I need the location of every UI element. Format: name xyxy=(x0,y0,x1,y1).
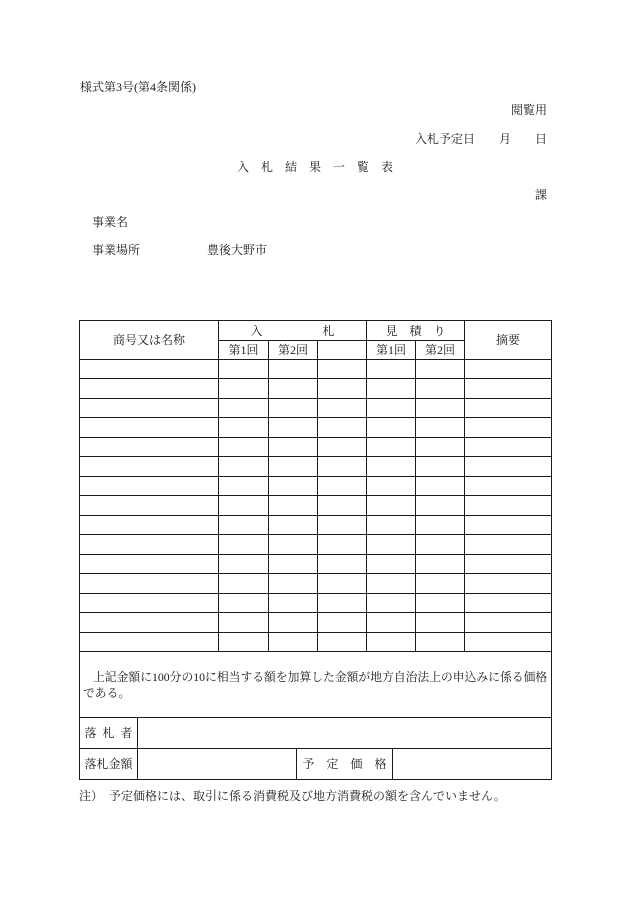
bid-round-2-cell xyxy=(269,555,318,574)
estimate-round-1-cell xyxy=(367,496,416,516)
bid-round-1-cell xyxy=(219,574,269,594)
bid-round-3-cell xyxy=(318,457,367,477)
estimate-round-2-cell xyxy=(416,574,465,594)
remarks-cell xyxy=(465,535,552,555)
table-row xyxy=(80,477,552,496)
estimate-round-1-cell xyxy=(367,457,416,477)
project-location-value: 豊後大野市 xyxy=(207,243,268,257)
winning-amount-row xyxy=(80,749,552,780)
header-row xyxy=(80,321,552,341)
estimate-round-2-cell xyxy=(416,594,465,613)
bid-round-2-cell xyxy=(269,399,318,418)
estimate-round-1-cell xyxy=(367,535,416,555)
bid-round-3-cell xyxy=(318,496,367,516)
winning-bidder-row xyxy=(80,718,552,749)
bid-round-3-cell xyxy=(318,516,367,535)
bid-round-1-cell xyxy=(219,613,269,633)
estimate-round-2-cell xyxy=(416,535,465,555)
estimate-round-1-cell xyxy=(367,438,416,457)
bid-round-2-cell xyxy=(269,438,318,457)
scheduled-bid-date: 入札予定日 月 日 xyxy=(414,132,547,146)
bid-header: 入 札 xyxy=(219,321,367,341)
company-cell xyxy=(80,418,219,438)
company-cell xyxy=(80,594,219,613)
company-cell xyxy=(80,457,219,477)
company-cell xyxy=(80,574,219,594)
bid-round-2-cell xyxy=(269,379,318,399)
company-cell xyxy=(80,516,219,535)
bid-round-2-cell xyxy=(269,360,318,379)
remarks-header: 摘要 xyxy=(465,321,552,360)
table-row xyxy=(80,633,552,652)
estimate-header: 見 積 り xyxy=(367,321,465,341)
bid-round-1-cell xyxy=(219,477,269,496)
estimate-round-1-cell xyxy=(367,360,416,379)
bid-round-2-cell xyxy=(269,594,318,613)
estimate-round-2-cell xyxy=(416,555,465,574)
project-name-label: 事業名 xyxy=(92,215,129,229)
table-row xyxy=(80,594,552,613)
bid-round-1-cell xyxy=(219,594,269,613)
bid-round-2-cell xyxy=(269,516,318,535)
bid-round-2-cell xyxy=(269,633,318,652)
bid-round-1-cell xyxy=(219,399,269,418)
bid-round-2-cell xyxy=(269,457,318,477)
remarks-cell xyxy=(465,379,552,399)
company-cell xyxy=(80,633,219,652)
estimate-round-2-cell xyxy=(416,633,465,652)
estimate-round-2-cell xyxy=(416,477,465,496)
remarks-cell xyxy=(465,594,552,613)
bid-results-table xyxy=(79,320,552,652)
bid-round-1-cell xyxy=(219,379,269,399)
table-row xyxy=(80,399,552,418)
estimate-round-1-cell xyxy=(367,633,416,652)
company-cell xyxy=(80,379,219,399)
estimate-round-2-cell xyxy=(416,613,465,633)
estimate-round-1-header: 第1回 xyxy=(367,341,416,360)
company-cell xyxy=(80,477,219,496)
table-row xyxy=(80,516,552,535)
bid-round-2-cell xyxy=(269,418,318,438)
bid-round-1-cell xyxy=(219,438,269,457)
estimate-round-1-cell xyxy=(367,555,416,574)
bid-round-1-cell xyxy=(219,535,269,555)
table-row xyxy=(80,438,552,457)
bid-round-2-cell xyxy=(269,535,318,555)
bid-round-3-cell xyxy=(318,438,367,457)
company-cell xyxy=(80,496,219,516)
company-cell xyxy=(80,613,219,633)
bid-round-1-header: 第1回 xyxy=(219,341,269,360)
bid-round-1-cell xyxy=(219,516,269,535)
estimate-round-2-cell xyxy=(416,379,465,399)
company-cell xyxy=(80,535,219,555)
company-cell xyxy=(80,399,219,418)
remarks-cell xyxy=(465,633,552,652)
estimate-round-2-cell xyxy=(416,516,465,535)
bid-round-1-cell xyxy=(219,418,269,438)
company-cell xyxy=(80,438,219,457)
company-cell xyxy=(80,360,219,379)
bid-round-1-cell xyxy=(219,633,269,652)
bid-round-3-cell xyxy=(318,594,367,613)
bid-round-3-cell xyxy=(318,360,367,379)
estimate-round-1-cell xyxy=(367,574,416,594)
company-name-header: 商号又は名称 xyxy=(80,321,219,360)
estimate-round-1-cell xyxy=(367,477,416,496)
results-sheet xyxy=(79,320,552,780)
remarks-cell xyxy=(465,457,552,477)
table-row xyxy=(80,535,552,555)
remarks-cell xyxy=(465,574,552,594)
bid-round-1-cell xyxy=(219,496,269,516)
table-row xyxy=(80,457,552,477)
bid-round-3-cell xyxy=(318,477,367,496)
award-table xyxy=(79,652,552,780)
table-row xyxy=(80,613,552,633)
table-row xyxy=(80,418,552,438)
winning-bidder-label: 落 札 者 xyxy=(80,718,138,749)
form-number: 様式第3号(第4条関係) xyxy=(80,80,196,94)
bid-round-1-cell xyxy=(219,360,269,379)
document-title: 入 札 結 果 一 覧 表 xyxy=(236,160,393,174)
remarks-cell xyxy=(465,477,552,496)
bid-round-2-cell xyxy=(269,574,318,594)
table-row xyxy=(80,555,552,574)
bid-round-3-cell xyxy=(318,399,367,418)
estimate-round-1-cell xyxy=(367,418,416,438)
estimate-round-2-cell xyxy=(416,438,465,457)
table-row xyxy=(80,574,552,594)
bid-round-1-cell xyxy=(219,457,269,477)
estimate-round-2-cell xyxy=(416,496,465,516)
remarks-cell xyxy=(465,613,552,633)
remarks-cell xyxy=(465,418,552,438)
estimate-round-2-cell xyxy=(416,399,465,418)
remarks-cell xyxy=(465,399,552,418)
winning-amount-label: 落札金額 xyxy=(80,749,138,780)
bid-round-3-cell xyxy=(318,379,367,399)
estimate-round-2-cell xyxy=(416,457,465,477)
estimate-round-2-header: 第2回 xyxy=(416,341,465,360)
price-note-line-1: 上記金額に100分の10に相当する額を加算した金額が地方自治法上の申込みに係る価格 xyxy=(93,669,548,684)
winning-bidder-value xyxy=(138,718,552,749)
estimate-round-2-cell xyxy=(416,360,465,379)
remarks-cell xyxy=(465,516,552,535)
remarks-cell xyxy=(465,438,552,457)
remarks-cell xyxy=(465,360,552,379)
price-note-line-2: である。 xyxy=(83,685,131,700)
table-row xyxy=(80,360,552,379)
estimate-round-1-cell xyxy=(367,613,416,633)
bid-round-3-cell xyxy=(318,613,367,633)
bid-round-3-cell xyxy=(318,633,367,652)
bid-round-3-header xyxy=(318,341,367,360)
remarks-cell xyxy=(465,496,552,516)
planned-price-label: 予 定 価 格 xyxy=(297,749,393,780)
bid-round-3-cell xyxy=(318,574,367,594)
winning-amount-value xyxy=(138,749,297,780)
bid-round-2-cell xyxy=(269,496,318,516)
estimate-round-1-cell xyxy=(367,594,416,613)
remarks-cell xyxy=(465,555,552,574)
bid-round-2-cell xyxy=(269,613,318,633)
estimate-round-1-cell xyxy=(367,399,416,418)
estimate-round-1-cell xyxy=(367,516,416,535)
bid-round-3-cell xyxy=(318,535,367,555)
bid-round-1-cell xyxy=(219,555,269,574)
estimate-round-2-cell xyxy=(416,418,465,438)
project-location-label: 事業場所 xyxy=(92,243,141,257)
planned-price-value xyxy=(393,749,552,780)
bid-round-2-cell xyxy=(269,477,318,496)
table-row xyxy=(80,379,552,399)
price-note xyxy=(80,652,552,718)
footnote: 注） 予定価格には、取引に係る消費税及び地方消費税の額を含んでいません。 xyxy=(79,789,506,803)
entry-rows xyxy=(80,360,552,652)
bid-round-2-header: 第2回 xyxy=(269,341,318,360)
note-row xyxy=(80,652,552,718)
department-suffix: 課 xyxy=(534,188,547,202)
company-cell xyxy=(80,555,219,574)
viewing-label: 閲覧用 xyxy=(510,103,547,117)
table-row xyxy=(80,496,552,516)
estimate-round-1-cell xyxy=(367,379,416,399)
bid-round-3-cell xyxy=(318,555,367,574)
bid-round-3-cell xyxy=(318,418,367,438)
